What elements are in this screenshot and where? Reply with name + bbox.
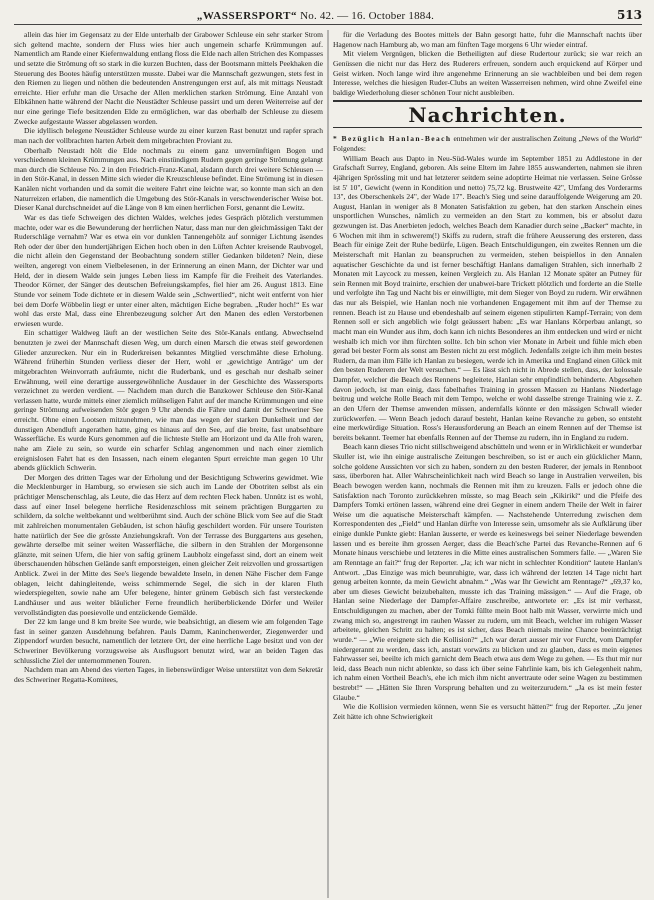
running-title <box>197 10 434 22</box>
paragraph: War es das tiefe Schweigen des dichten Waldes, welches jedes Gespräch plötzlich verstummen machte, oder war es die Bewunderung der herrlichen Natur, dass man nur den gleichmässigen Takt der Ruderschläge vernahm? War es etwa ein vor dunklen Tannengehölz auf sonniger Lichtung äsendes Reh oder der über den hundertjährigen Eichen hoch oben in den Lüften Achter kreisende Raubvogel, die nicht allein den Gegenstand der Beobachtung sondern stiller Gedanken bildeten? Nein, diese weilten, angeregt von einem Vielbelesenen, in der Erinnerung an einen Mann, der Dichter war und Held, der in diesem Walde sein junges Leben liess im Kampfe für die Freiheit des Vaterlandes. Theodor Körner, der Sänger des deutschen Befreiungskampfes, fiel hier am 26. August 1813. Eine Stunde vor seinem Tode dichtete er in diesem Walde sein „Schwertlied“, nicht weit entfernt von hier bei dem Dorfe Wöbbelin liegt er unter einer alten, mächtigen Eiche begraben. „Ruder hoch!“ Es war wohl das erste Mal, dass eine Ehrenbezeugung solcher Art den Manen des edlen Verstorbenen erwiesen wurde. <box>14 212 323 328</box>
paragraph: Mit vielem Vergnügen, blicken die Betheiligten auf diese Rudertour zurück; sie war reich an Genüssen die nicht nur das Herz des Ruderers erfreuen, sondern auch erquickend auf Körper und Geist wirken. Noch lange wird ihre angenehme Erinnerung an sie wachbleiben und bei dem regen Interesse, welches die hiesigen Ruder-Clubs an weiten Wasserreisen nehmen, wird ohne Zweifel eine baldige Wiederholung dieser schönen Tour nicht ausbleiben. <box>333 49 642 97</box>
news-lead-paragraph <box>333 134 642 153</box>
publication-name: „WASSERSPORT“ <box>196 10 298 22</box>
page-header <box>14 8 642 25</box>
paragraph: Der 22 km lange und 8 km breite See wurde, wie beabsichtigt, an diesem wie am folgenden Tage fast in seiner ganzen Ausdehnung befahren. Pauls Damm, Kaninchenwerder, Ziegenwerder und Zippendorf wurden besucht, namentlich der letztere Ort, der eine herrliche Lage besitzt und von der Schweriner Bevölkerung vorzugsweise als Ausflugsort benutzt wird, war an beiden Tagen das schlussliche Ziel der unternommenen Touren. <box>14 617 323 665</box>
paragraph: Der Morgen des dritten Tages war der Erholung und der Besichtigung Schwerins gewidmet. Wie die Mecklenburger in Hamburg, so erwiesen sie sich auch im Lande der Obotriten selbst als ein prächtiger Menschenschlag, als Leute, die das Herz auf dem rechten Fleck haben. Unnütz ist es wohl, dass auf einer Insel belegene herrliche Residenzschloss mit seinem prächtigen Burggarten zu schildern, da solche weltbekannt und weltberühmt sind. Auch der schöne Blick vom See auf die Stadt mit zahlreichen monumentalen Gebäuden, ist schon häufig geschildert worden. Für unsere Touristen hatte natürlich der See die grösste Anziehungskraft. Von der Terrasse des Burggartens aus gesehen, gewährte derselbe mit seiner weiten Wasserfläche, die silbern in den Strahlen der Morgensonne glänzte, mit seinen Ufern, die hier von saftig grünem Laubholz eingefasst sind, dort an einem weit überschauenden hübschen Gelände sanft emporsteigen, einen gleicher Zeit reizvollen und grossartigen Anblick. Zwei in der Mitte des See's liegende bewaldete Inseln, in denen Nähe Fischer dem Fange oblagen, leicht dahingleitende, weiss schimmernde Segel, die sich in der klaren Fluth wiederspiegelten, sowie nahe am Ufer belegene, hinter grünem Gebüsch sich fast versteckende Landhäuser und aus weiter bläulicher Ferne freundlich herüberblickende Dörfer und Weiler vervollständigten das poesievolle und entzückende Gemälde. <box>14 472 323 617</box>
paragraph: Nachdem man am Abend des vierten Tages, in liebenswürdiger Weise unterstützt von dem Sekretär des Schweriner Regatta-Komitees, <box>14 665 323 684</box>
left-column <box>14 30 323 898</box>
issue-info: No. 42. — 16. October 1884. <box>300 10 435 22</box>
paragraph: William Beach aus Dapto in Neu-Süd-Wales wurde im September 1851 zu Addlestone in der Grafschaft Surrey, England, geboren. Als seine Eltern im Jahre 1855 auswanderten, nahmen sie ihren 4jährigen Sprössling mit und hat letzterer seitdem seine adoptirte Heimat nie verlassen. Seine Grösse ist 5' 10", Gewicht (wenn in Kondition und netto) 75,72 kg. Brustweite 42", Umfang des Vorderarms 13", des Oberschenkels 24", der Wade 17". Beach's Sieg und seine darauffolgende Weigerung am 20. August, Hanlan in weniger als 8 Monaten Satisfaktion zu geben, hat den starken Anschein eines unsportlichen Wunsches, nämlich zu vermeiden an den Start zu kommen, bis er absolut dazu gezwungen ist. Das Anerbieten jedoch, welches Beach dem Kanadier durch seine „Backer“ machte, in 6 Wochen mit ihm in schwerem(!) Skiffs zu rudern, straft die frühere Aeusserung des ersteren, dass Beach für einige Zeit der Ruhe bedürfe, Lügen. Beach Entschuldigungen, ein zweites Rennen um die Meisterschaft mit Hanlan zu beanspruchen zu vermeiden, stehen beispiellos in den Annalen aquatischer Geschichte da und ist ferner beschäftigt Hanlans damaligen Strahlen, sich innerhalb 2 Monaten mit Laycock zu messen, keinen Vergleich zu. Als Hanlan 12 Monate später an Putney für sein Rennen mit Boyd trainirte, erschien der unabwei-bare Trickett plötzlich und forderte an die Stelle und verfolgte ihn Tag und Nacht bis er einwilligte, mit dem Sieger von Boyd zu rudern. Wir erwähnen das nur als Beispiel, wie Hanlan noch nie vorhandenen Engagement mit ihm auf der Themse zu rennen. Beach ist zu Hause und ebendeshalb auf seinem eigenen stipulirten Kampf-Terrain; von dem Rennen soll er sich angeblich wie folgt geäussert haben: „Es war Hanlans Körperbau anlangt, so macht man ein Wunder aus ihm, doch kann ich nichts Besonderes an ihm entdecken und wird er nicht weshalb ich mich vor ihm fürchten sollte. Ich bin schon vier Monate in Arbeit und fühle mich eben gerad bei bester Form als sonst am Besten nicht zu erst möglich. Jedenfalls zeigte ich ihm mein bestes Rudern, da man ihm Fälle ich Hanlan zu besiegen, werde ich in Amerika und England einen Glück mit den besten Ruderern der Welt versuchen.“ — Es lässt sich nicht in Abrede stellen, dass, der kolossale Dampfer, welcher die Beach des Rennens begleitete, Hanlan sehr empfindlich behinderte. Abgesehen davon jedoch, ist man einig, dass fabelhaftes Training in grossen Massen zu Hanlans Niederlage beitrug und welche Rolle Beach mit dem Tempo, welche er wohl dasselbe strenge Training wie z. Z. an den Ufern der Themse anwenden müssen, andernfalls könnte er den mässigen Schwall wieder zurückwerfen. — Wenn Beach jedoch darauf besteht, Hanlan keine Revanche zu geben, so entsteht eine merkwürdige Situation. Ross's Herausforderung an Beach an einem Rennen auf der Themse ist bereits bekannt. Teemer hat ebenfalls Rennen auf der Themse zu rudern, ihn in England zu rudern. <box>333 153 642 442</box>
right-intro-text <box>333 30 642 97</box>
news-body <box>333 154 642 722</box>
paragraph: Oberhalb Neustadt hölt die Elde nochmals zu einem ganz unvernünftigen Bogen und verschiedenen kleinen Krümmungen aus. Nach einstündigem Rudern gegen geringe Strömung gelangt man durch die Schleuse No. 2 in den Friedrich-Franz-Kanal, alsdann durch drei weitere Schleusen — in den Stör-Kanal, in dessen Mitte sich wieder die Kreuzschleuse befindet. Eine Strömung ist in diesen Kanälen nicht vorhanden und da somit die weitere Fahrt eine leichte war, so konnte man sich an den Naturreizen erlaben, die namentlich die Umgebung des Stör-Kanals in verschwenderischer Weise bot. Dieser Kanal durchschneidet auf die Länge von 8 km einen herrlichen Forst, genannt die Lewitz. <box>14 145 323 213</box>
columns <box>14 30 642 898</box>
paragraph: Die idyllisch belegene Neustädter Schleuse wurde zu einer kurzen Rast benutzt und rapfer sprach man nach der vollbrachten harten Arbeit dem mitgebrachten Proviant zu. <box>14 126 323 145</box>
news-lead-text: entnehmen wir der australischen Zeitung „News of the World“ Folgendes: <box>333 134 642 153</box>
paragraph: Wie die Kollision vermieden können, wenn Sie es versucht hätten?“ frug der Reporter. „Zu jener Zeit hätte ich ohne Schwierigkeit <box>333 702 642 721</box>
paragraph: allein das hier im Gegensatz zu der Elde unterhalb der Grabower Schleuse ein sehr starker Strom sich geltend machte, sondern der Fluss wies hier auch ungemein scharfe Krümmungen auf. Namentlich am Rande einer Kiefernwaldung entlang floss die Elde nach allen Strichen des Kompasses und setzte die Strömung oft so stark in die kurzen Buchten, dass der Bootsmann mittels Peekhaken die Steuerung des Bootes häufig unterstützen musste. Dabei war die Mannschaft gezwungen, stets fest in den Riemen zu liegen und nöthen die bedeutenden Anstrengungen erst auf, als mit mittags Neustadt erreichte. Hier erfuhr man die Ursache der Allen merklichen starken Strömung. Eine Anzahl von Elbkähnen hatte während der Nacht die Neustädter Schleuse passirt und um deren Weiterreise auf der nur eine geringe Tiefe besitzenden Elde zu ermöglichen, war das oberhalb der Schleuse zu diesem Zwecke aufgestaute Wasser abgelassen worden. <box>14 30 323 126</box>
news-lead-label: * Bezüglich Hanlan-Beach <box>333 134 452 144</box>
paragraph: für die Verladung des Bootes mittels der Bahn gesorgt hatte, fuhr die Mannschaft nachts über Hagenow nach Hamburg ab, wo man am fünften Tage morgens 6 Uhr wieder eintraf. <box>333 30 642 49</box>
right-column <box>333 30 642 898</box>
column-divider <box>328 30 329 898</box>
paragraph: Ein schattiger Waldweg läuft an der westlichen Seite des Stör-Kanals entlang. Abwechselnd benutzten je zwei der Mannschaft diesen Weg, um durch einen Marsch die etwas steif gewordenen Glieder anzurecken. Nur ein in Ruderkreisen bekanntes Mitglied verschmähte diese Erholung. Während früherhin Stunden verliess dieser der Herr, wohl er ‚gewichtige Anträge‘ um der mitgebrachten Weinvorrath aufräumte, nicht die Ruderbank, und es geschah nur deshalb seiner Erwähnung, weil eine derartige aussergewöhnliche Ausdauer in der Geschichte des Wassersports verzeichnet zu werden verdient. — Nachdem man durch die Banzkower Schleuse den Stör-Kanal verlassen hatte, wurde mittels einer ziemlich mühseligen Fahrt auf der manche Krümmungen und eine geringe Strömung aufweisenden Stör gegen 9 Uhr abends die Fähre und damit der Schweriner See erreicht. Ohne einen Lootsen mitzunehmen, wie man das wegen der starken Dunkelheit und der dunstigen Abendluft angerathen hatte, ging es hinaus auf den See, auf die breite, fast unabsehbare Wasserfläche. Es wurde Kurs genommen auf die lichteste Stelle am Horizont und da Alle froh waren, nahe am Ziele zu sein, so wurde ein scharfer Schlag angenommen und nach einer ziemlich ereignislosen Fahrt hat es den Insassen, nach einem eleganten Spurt erreichte man gegen 10 Uhr abends glücklich Schwerin. <box>14 328 323 473</box>
section-heading: Nachrichten. <box>333 100 642 128</box>
paragraph: Beach kann dieses Trio nicht stillschweigend abschütteln und wenn er in Wirklichkeit er wunderbar Skuller ist, wie ihn einige australische Zeitungen beschreiben, so ist er auch ein glücklicher Mann, solche goldene Aussichten vor sich zu haben, sondern zu den besten Ruderer, der jemals in Rennboot sass, überboren hat. Aller Wahrscheinlichkeit nach wird Beach so lange in Australien verweilen, bis Beach bewogen werden kann, nochmals die Rennen mit ihm zu kreuzen. Falls er jedoch ohne die Satisfaktion nach Toronto zurückkehren müsste, so mag Beach sein „Kikirikí“ und die Pfeife des Dampfers Tomki ertönen lassen, während eine drei Gegner in einem andern Theile der Welt in fairer Weise um die aquatische Meisterschaft kämpfen. — Nachstehende Unterredung zwischen dem Korrespondenten des „Field“ und Hanlan dürfte von Interesse sein, umsomehr als sie Aufklärung über einige dunkle Punkte giebt: Hanlan äusserte, er werde es keineswegs bei seiner Niederlage bewenden lassen und es bereite ihm grossen Aerger, dass die Beach'sche Partei das Revanche-Rennen auf 6 Monate hinaus verschiebe und letzteres in die Mitte eines australischen Sommers falle. — „Waren Sie am Renntage an fait?“ frug der Reporter. „Ja; ich war nicht in schlechter Kondition“ lautete Hanlan's Antwort. „Das Einzige was mich beunruhigte, war, dass ich während der letzten 14 Tage nicht hart genug arbeiten konnte, da mein Gewicht abnahm.“ „Was war Ihr Gewicht am Renntage?“ „69,37 ko, aber um dieses Gewicht beizubehalten, musste ich das Training mässigen.“ — Auf die Frage, ob Hanlan seine Niederlage der Dampfer-Affaire zuschreibe, antwortete er: „Es ist mir verhasst, Entschuldigungen zu machen, aber der Tomki füllte mein Boot halb mit Wasser, verwirrte mich und zwang mich so, angestrengt im rauhen Wasser zu rudern, um mit Beach, welcher im ruhigen Wasser arbeitete, gleichen Schritt zu halten; es ist sicher, dass Beach niemals meine Chance beeinträchtigt wurde.“ — „Wie ereignete sich die Kollision?“ „Ich war derart ausser mir vor Furcht, vom Dampfer niedergerannt zu werden, dass ich, anstatt vorwärts zu blicken und zu glauben, dass es mein eigenes Fahrwasser sei, beeilte ich mich garnicht dem Beach etwa aus dem Wege zu gehen. — Es thut mir nur leid, dass Beach nun nicht ablenkte, so dass ich über seine Fahrlinie kam, bis ich Gelegenheit nahm, ich nahm einen Vortheil Beach's, ehe ich mich ihm nicht anvertraute oder seine Wagen zu bestimmen bestrebt!“ — „Hätten Sie Ihren Vorsprung behalten und zu weiterzurudern.“ „Ja es ist mein fester Glaube.“ <box>333 442 642 702</box>
page-number: 513 <box>616 8 642 22</box>
